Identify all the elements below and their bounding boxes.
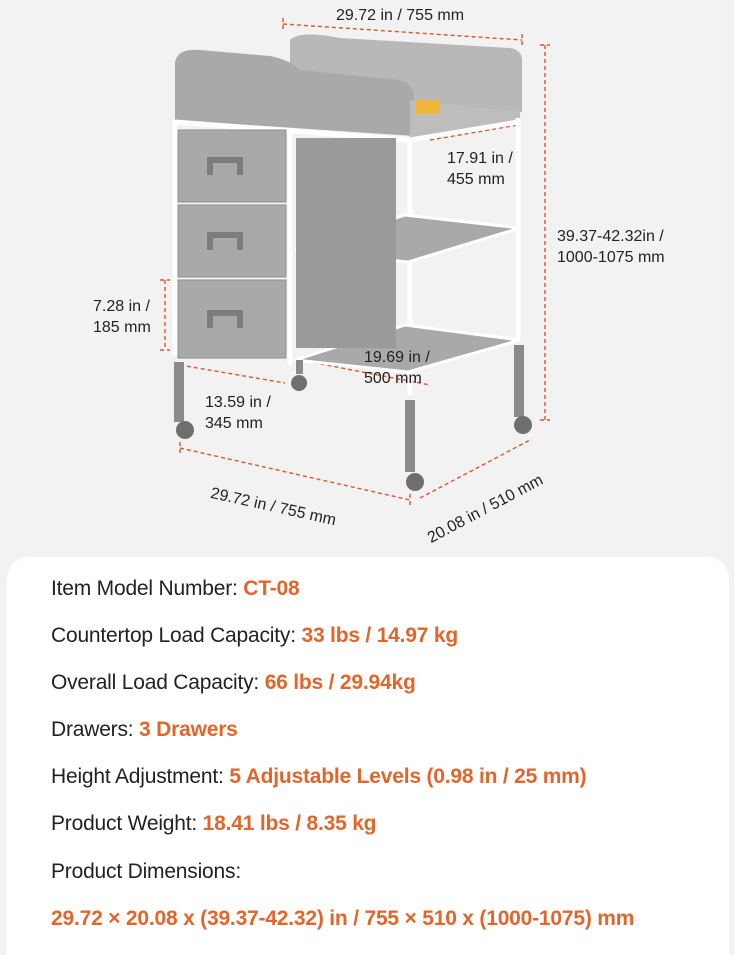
bottom-width-label: 29.72 in / 755 mm [208,484,338,530]
shelf-width-label-line2: 500 mm [364,370,422,387]
top-depth-label-line2: 455 mm [447,171,505,188]
mat-pattern [416,100,440,114]
spec-product-dimensions-value: 29.72 × 20.08 x (39.37-42.32) in / 755 × 510 x (1000-1075) mm [51,907,635,930]
spec-value: 5 Adjustable Levels (0.98 in / 25 mm) [229,765,587,788]
specifications-card [7,557,729,955]
drawer-depth-label-line2: 345 mm [205,415,263,432]
top-depth-label-line1: 17.91 in / [447,150,513,167]
drawer-height-label-line2: 185 mm [93,319,151,336]
shelf-width-label-line1: 19.69 in / [364,349,430,366]
spec-label: Product Weight: [51,812,203,835]
top-width-label: 29.72 in / 755 mm [336,7,465,24]
spec-value: 66 lbs / 29.94kg [264,671,416,694]
spec-drawers [51,718,238,742]
storage-bins [296,138,396,348]
drawer-depth-label-line1: 13.59 in / [205,394,271,411]
spec-label: Overall Load Capacity: [51,671,265,694]
spec-countertop-load [51,624,458,648]
spec-label: Height Adjustment: [51,765,230,788]
drawer-height-label-line1: 7.28 in / [93,298,150,315]
spec-height-adjustment [51,765,586,789]
spec-value: CT-08 [243,577,300,600]
height-label-line2: 1000-1075 mm [557,249,665,266]
spec-product-weight [51,812,376,836]
spec-value: 18.41 lbs / 8.35 kg [202,812,377,835]
spec-label: Drawers: [51,718,140,741]
spec-label: Item Model Number: [51,577,244,600]
spec-product-dimensions-label: Product Dimensions: [51,860,241,883]
spec-value: 3 Drawers [139,718,238,741]
spec-label: Countertop Load Capacity: [51,624,302,647]
spec-overall-load [51,671,416,695]
drawers [178,130,286,358]
spec-value: 33 lbs / 14.97 kg [301,624,458,647]
height-label-line1: 39.37-42.32in / [557,228,664,245]
spec-model-number [51,577,299,601]
bottom-depth-label: 20.08 in / 510 mm [424,471,547,547]
